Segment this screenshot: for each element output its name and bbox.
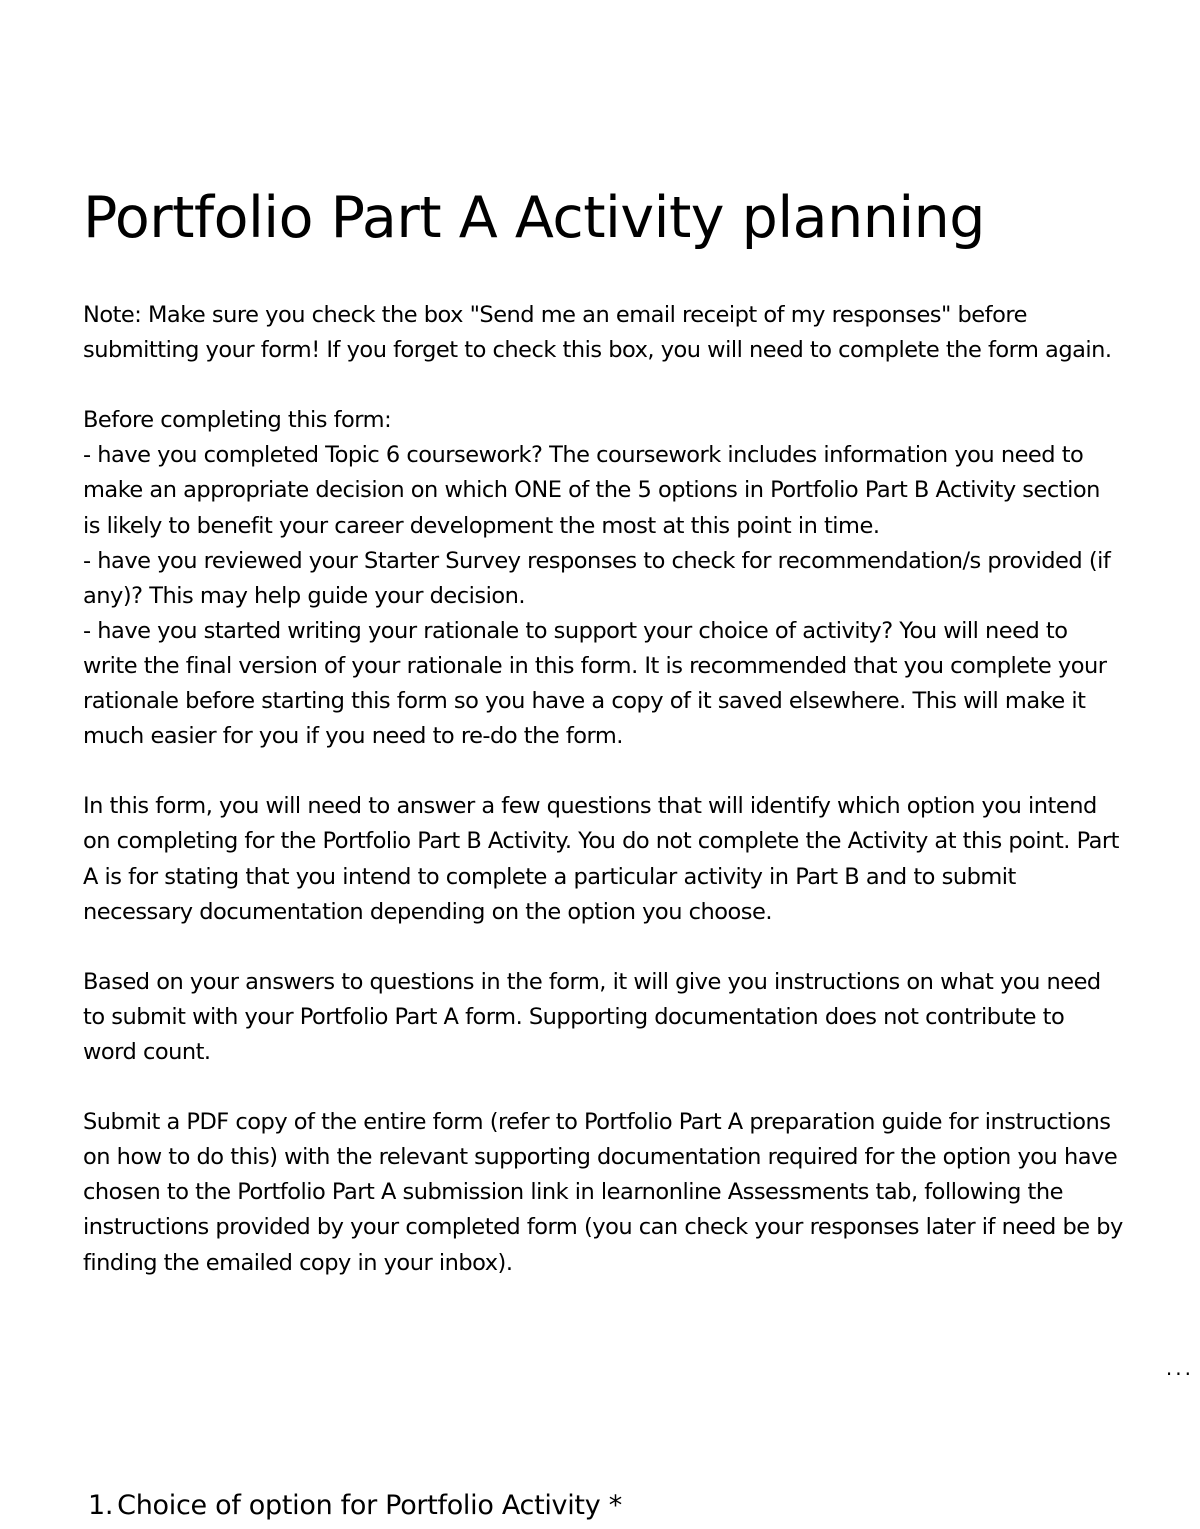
intro-paragraph: In this form, you will need to answer a few questions that will identify which option you intend on completing for the Portfolio Part B Activity. You do not complete the Activity at this point. Part A is for stating that you intend to complete a particular activity in Part B and to submit necessary documentation depending on the option you choose. xyxy=(83,793,1119,925)
paragraph-gap xyxy=(83,754,1123,789)
question-number: 1. xyxy=(88,1490,114,1521)
ellipsis-icon[interactable]: ... xyxy=(1165,1356,1194,1380)
form-description xyxy=(83,298,1123,1281)
submission-paragraph: Submit a PDF copy of the entire form (refer to Portfolio Part A preparation guide for instructions on how to do this) with the relevant supporting documentation required for the option you have chosen to the Portfolio Part A submission link in learnonline Assessments tab, following the instructions provided by your completed form (you can check your responses later if need be by finding the emailed copy in your inbox). xyxy=(83,1109,1123,1276)
checklist-paragraph: Before completing this form: - have you completed Topic 6 coursework? The coursework includes information you need to make an appropriate decision on which ONE of the 5 options in Portfolio Part B Activity section is likely to benefit your career development the most at this point in time. - have you reviewed your Starter Survey responses to check for recommendation/s provided (if any)? This may help guide your decision. - have you started writing your rationale to support your choice of activity? You will need to write the final version of your rationale in this form. It is recommended that you complete your rationale before starting this form so you have a copy of it saved elsewhere. This will make it much easier for you if you need to re-do the form. xyxy=(83,407,1111,750)
paragraph-gap xyxy=(83,368,1123,403)
question-label: Choice of option for Portfolio Activity xyxy=(117,1490,601,1521)
paragraph-gap xyxy=(83,1070,1123,1105)
question-1-title xyxy=(88,1486,622,1526)
paragraph-gap xyxy=(83,930,1123,965)
form-title: Portfolio Part A Activity planning xyxy=(83,185,985,251)
note-paragraph: Note: Make sure you check the box "Send me an email receipt of my responses" before submitting your form! If you forget to check this box, you will need to complete the form again. xyxy=(83,302,1112,364)
required-marker: * xyxy=(608,1490,622,1521)
instructions-paragraph: Based on your answers to questions in the form, it will give you instructions on what you need to submit with your Portfolio Part A form. Supporting documentation does not contribute to word count. xyxy=(83,968,1101,1065)
